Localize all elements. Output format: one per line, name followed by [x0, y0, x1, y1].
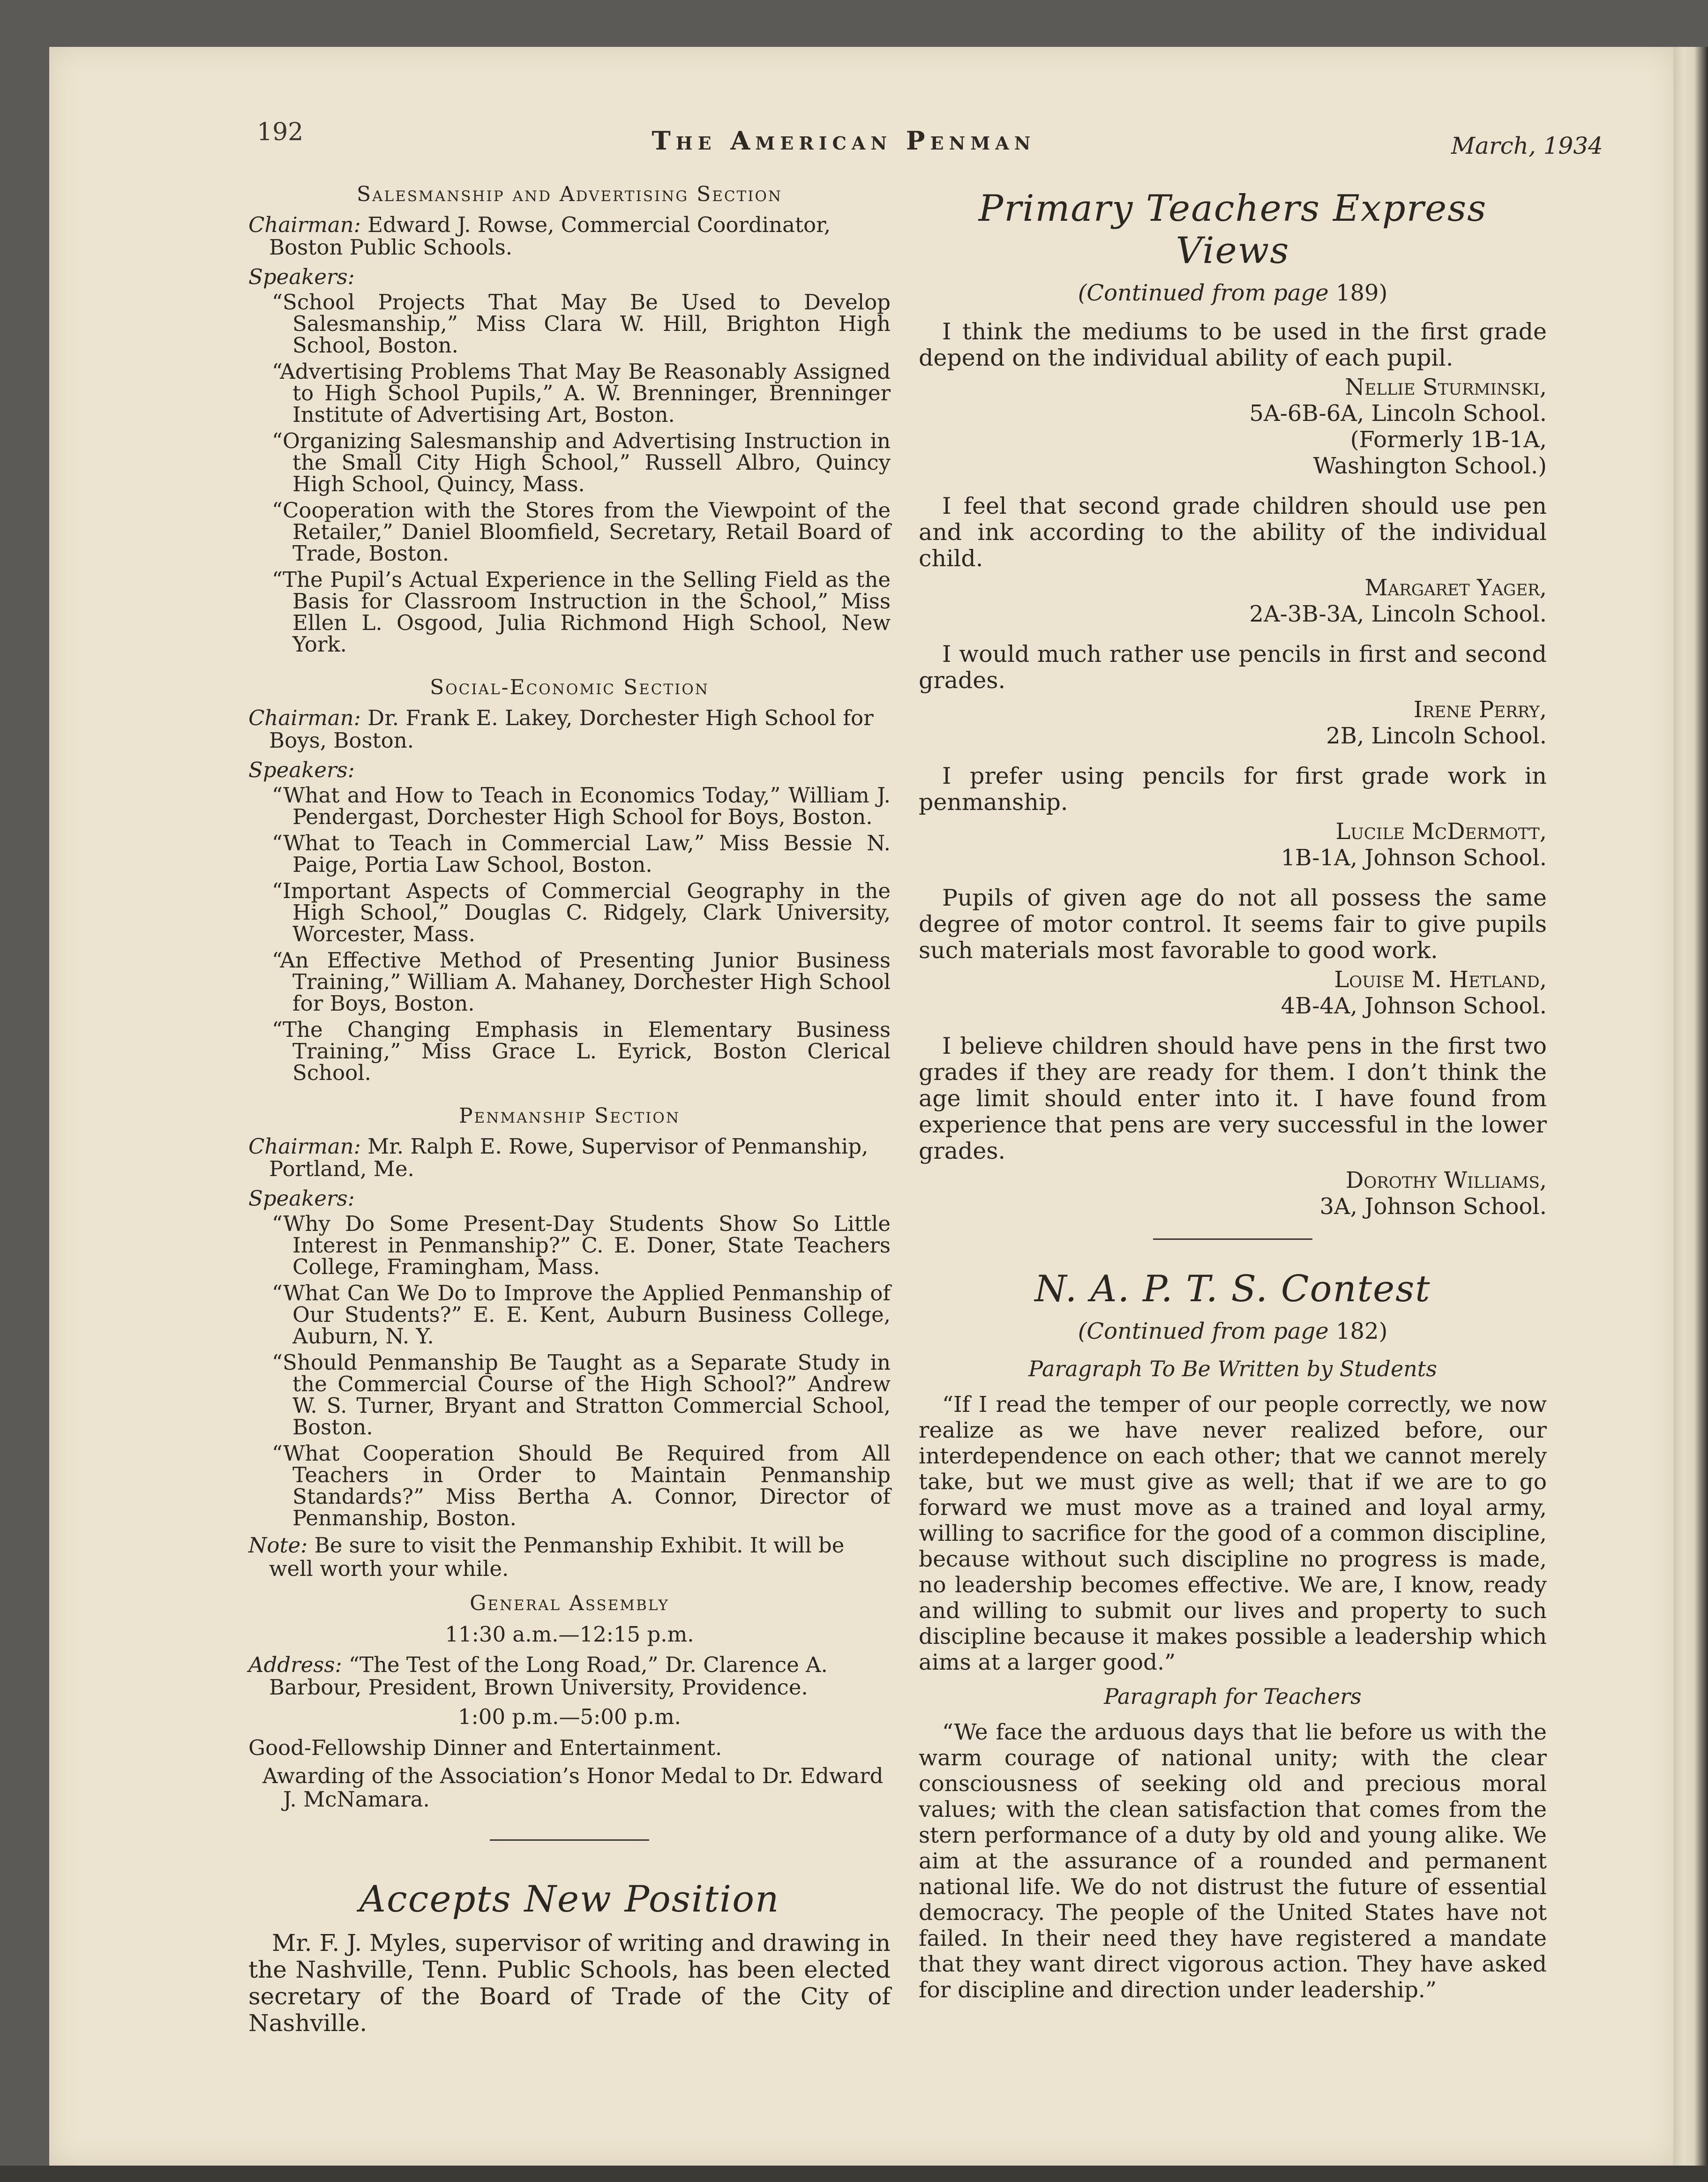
teacher-school: 4B-4A, Johnson School.	[1281, 993, 1547, 1019]
talk-item: “Advertising Problems That May Be Reasonably Assigned to High School Pupils,” A. W. Brenninger, Brenninger Institute of Advertising Art, Boston.	[272, 359, 891, 427]
chairman-text: Dr. Frank E. Lakey, Dorchester High School for Boys, Boston.	[269, 705, 874, 753]
teacher-entry	[919, 885, 1547, 1019]
assembly-time-morning: 11:30 a.m.—12:15 p.m.	[445, 1622, 694, 1647]
chairman-label: Chairman:	[248, 1134, 361, 1159]
students-paragraph: “If I read the temper of our people correctly, we now realize as we have never realized before, our interdependence on each other; that we cannot merely take, but we must give as well; that if we are to go forward we must move as a trained and loyal army, willing to sacrifice for the good of a common discipline, because without such discipline no progress is made, no leadership becomes effective. We are, I know, ready and willing to submit our lives and property to such discipline because it makes possible a leadership which aims at a larger good.”	[919, 1392, 1547, 1675]
address-label: Address:	[248, 1652, 342, 1677]
facing-page-edge	[1673, 47, 1708, 2182]
teachers-paragraph: “We face the arduous days that lie before us with the warm courage of national unity; with the clear consciousness of seeking old and precious moral values; with the clean satisfaction that comes from the stern performance of a duty by old and young alike. We aim at the assurance of a rounded and permanent national life. We do not distrust the future of essential democracy. The people of the United States have not failed. In their need they have registered a mandate that they want direct vigorous action. They have asked for discipline and direction under leadership.”	[919, 1719, 1547, 2003]
teacher-entry	[919, 641, 1547, 749]
note-label: Note:	[248, 1533, 308, 1558]
talk-item: “What and How to Teach in Economics Today,” William J. Pendergast, Dorchester High School for Boys, Boston.	[272, 783, 891, 829]
teacher-statement: I would much rather use pencils in first and second grades.	[919, 641, 1547, 694]
chairman-label: Chairman:	[248, 705, 361, 730]
teacher-statement: Pupils of given age do not all possess the same degree of motor control. It seems fair to give pupils such materials most favorable to good work.	[919, 885, 1547, 964]
social-chairman	[248, 707, 891, 752]
salesmanship-chairman	[248, 214, 891, 259]
continued-page: 182)	[1335, 1318, 1388, 1344]
teacher-entry	[919, 763, 1547, 871]
assembly-time-afternoon: 1:00 p.m.—5:00 p.m.	[458, 1704, 681, 1729]
continued-note	[919, 281, 1547, 305]
scanner-border	[0, 2166, 1708, 2182]
penmanship-chairman	[248, 1135, 891, 1180]
teacher-school: Washington School.)	[1313, 453, 1547, 479]
teacher-name: Lucile McDermott,	[1335, 818, 1547, 845]
teacher-entry	[919, 319, 1547, 479]
speakers-label: Speakers:	[248, 264, 355, 289]
accepts-new-position-title: Accepts New Position	[359, 1878, 780, 1920]
right-column	[919, 187, 1547, 2012]
talk-item: “Organizing Salesmanship and Advertising Instruction in the Small City High School,” Russell Albro, Quincy High School, Quincy, Mass.	[272, 428, 891, 496]
teacher-name: Louise M. Hetland,	[1334, 967, 1547, 993]
chairman-label: Chairman:	[248, 212, 361, 237]
dinner-line: Good-Fellowship Dinner and Entertainment.	[248, 1735, 722, 1760]
assembly-address	[248, 1654, 891, 1699]
page-number: 192	[257, 118, 304, 146]
note-text: Be sure to visit the Penmanship Exhibit. It will be well worth your while.	[269, 1533, 845, 1581]
teacher-school: (Formerly 1B-1A,	[1350, 427, 1547, 453]
teacher-entry	[919, 1033, 1547, 1220]
continued-page: 189)	[1335, 280, 1388, 306]
teacher-school: 1B-1A, Johnson School.	[1281, 845, 1547, 871]
teacher-school: 5A-6B-6A, Lincoln School.	[1249, 400, 1547, 427]
talk-item: “What to Teach in Commercial Law,” Miss Bessie N. Paige, Portia Law School, Boston.	[272, 831, 891, 877]
napts-contest-title: N. A. P. T. S. Contest	[1034, 1268, 1431, 1310]
section-divider	[490, 1839, 649, 1841]
talk-item: “Why Do Some Present-Day Students Show So Little Interest in Penmanship?” C. E. Doner, State Teachers College, Framingham, Mass.	[272, 1211, 891, 1279]
social-economic-section-heading: Social-Economic Section	[430, 675, 709, 699]
teacher-statement: I prefer using pencils for first grade work in penmanship.	[919, 763, 1547, 816]
general-assembly-heading: General Assembly	[470, 1591, 669, 1615]
teacher-statement: I think the mediums to be used in the first grade depend on the individual ability of each pupil.	[919, 318, 1547, 371]
continued-prefix: (Continued from page	[1078, 1318, 1329, 1344]
talk-item: “Should Penmanship Be Taught as a Separate Study in the Commercial Course of the High School?” Andrew W. S. Turner, Bryant and Stratton Commercial School, Boston.	[272, 1350, 891, 1440]
issue-date: March, 1934	[1451, 132, 1603, 159]
teacher-name: Irene Perry,	[1413, 697, 1547, 723]
teachers-paragraph-heading: Paragraph for Teachers	[1104, 1684, 1362, 1709]
teacher-name: Dorothy Williams,	[1345, 1167, 1547, 1193]
talk-item: “Cooperation with the Stores from the Viewpoint of the Retailer,” Daniel Bloomfield, Secretary, Retail Board of Trade, Boston.	[272, 498, 891, 566]
teacher-statement: I feel that second grade children should use pen and ink according to the ability of the individual child.	[919, 493, 1547, 572]
exhibit-note	[248, 1534, 891, 1581]
chairman-text: Edward J. Rowse, Commercial Coordinator, Boston Public Schools.	[269, 212, 831, 260]
address-text: “The Test of the Long Road,” Dr. Clarence A. Barbour, President, Brown University, Providence.	[269, 1652, 828, 1700]
continued-note	[919, 1320, 1547, 1343]
honor-medal-line: Awarding of the Association’s Honor Medal to Dr. Edward J. McNamara.	[262, 1763, 884, 1812]
teacher-name: Margaret Yager,	[1364, 575, 1547, 601]
talk-item: “Important Aspects of Commercial Geography in the High School,” Douglas C. Ridgely, Clark University, Worcester, Mass.	[272, 878, 891, 946]
primary-teachers-title: Primary Teachers Express Views	[978, 187, 1487, 272]
teacher-statement: I believe children should have pens in the first two grades if they are ready for them. I don’t think the age limit should enter into it. I have found from experience that pens are very successful in the lower grades.	[919, 1033, 1547, 1164]
teacher-school: 2A-3B-3A, Lincoln School.	[1249, 601, 1547, 627]
talk-item: “What Cooperation Should Be Required from All Teachers in Order to Maintain Penmanship Standards?” Miss Bertha A. Connor, Director of Penmanship, Boston.	[272, 1441, 891, 1530]
speakers-label: Speakers:	[248, 1186, 355, 1211]
continued-prefix: (Continued from page	[1078, 280, 1329, 306]
teacher-school: 2B, Lincoln School.	[1326, 723, 1547, 749]
penmanship-section-heading: Penmanship Section	[459, 1104, 680, 1128]
talk-item: “An Effective Method of Presenting Junior Business Training,” William A. Mahaney, Dorchester High School for Boys, Boston.	[272, 948, 891, 1016]
teacher-name: Nellie Sturminski,	[1345, 374, 1547, 400]
chairman-text: Mr. Ralph E. Rowe, Supervisor of Penmanship, Portland, Me.	[269, 1134, 869, 1181]
teacher-entry	[919, 493, 1547, 627]
salesmanship-section-heading: Salesmanship and Advertising Section	[356, 182, 783, 206]
talk-item: “School Projects That May Be Used to Develop Salesmanship,” Miss Clara W. Hill, Brighton High School, Boston.	[272, 290, 891, 358]
speakers-label: Speakers:	[248, 757, 355, 782]
teacher-school: 3A, Johnson School.	[1319, 1193, 1547, 1220]
talk-item: “The Changing Emphasis in Elementary Business Training,” Miss Grace L. Eyrick, Boston Clerical School.	[272, 1017, 891, 1085]
talk-item: “The Pupil’s Actual Experience in the Selling Field as the Basis for Classroom Instruction in the School,” Miss Ellen L. Osgood, Julia Richmond High School, New York.	[272, 567, 891, 657]
accepts-new-position-body: Mr. F. J. Myles, supervisor of writing and drawing in the Nashville, Tenn. Public Schools, has been elected secretary of the Board of Trade of the City of Nashville.	[248, 1929, 891, 2037]
left-column	[248, 183, 891, 2040]
running-title: The American Penman	[652, 126, 1036, 156]
students-paragraph-heading: Paragraph To Be Written by Students	[1028, 1356, 1437, 1381]
section-divider	[1153, 1238, 1312, 1240]
talk-item: “What Can We Do to Improve the Applied Penmanship of Our Students?” E. E. Kent, Auburn Business College, Auburn, N. Y.	[272, 1281, 891, 1349]
